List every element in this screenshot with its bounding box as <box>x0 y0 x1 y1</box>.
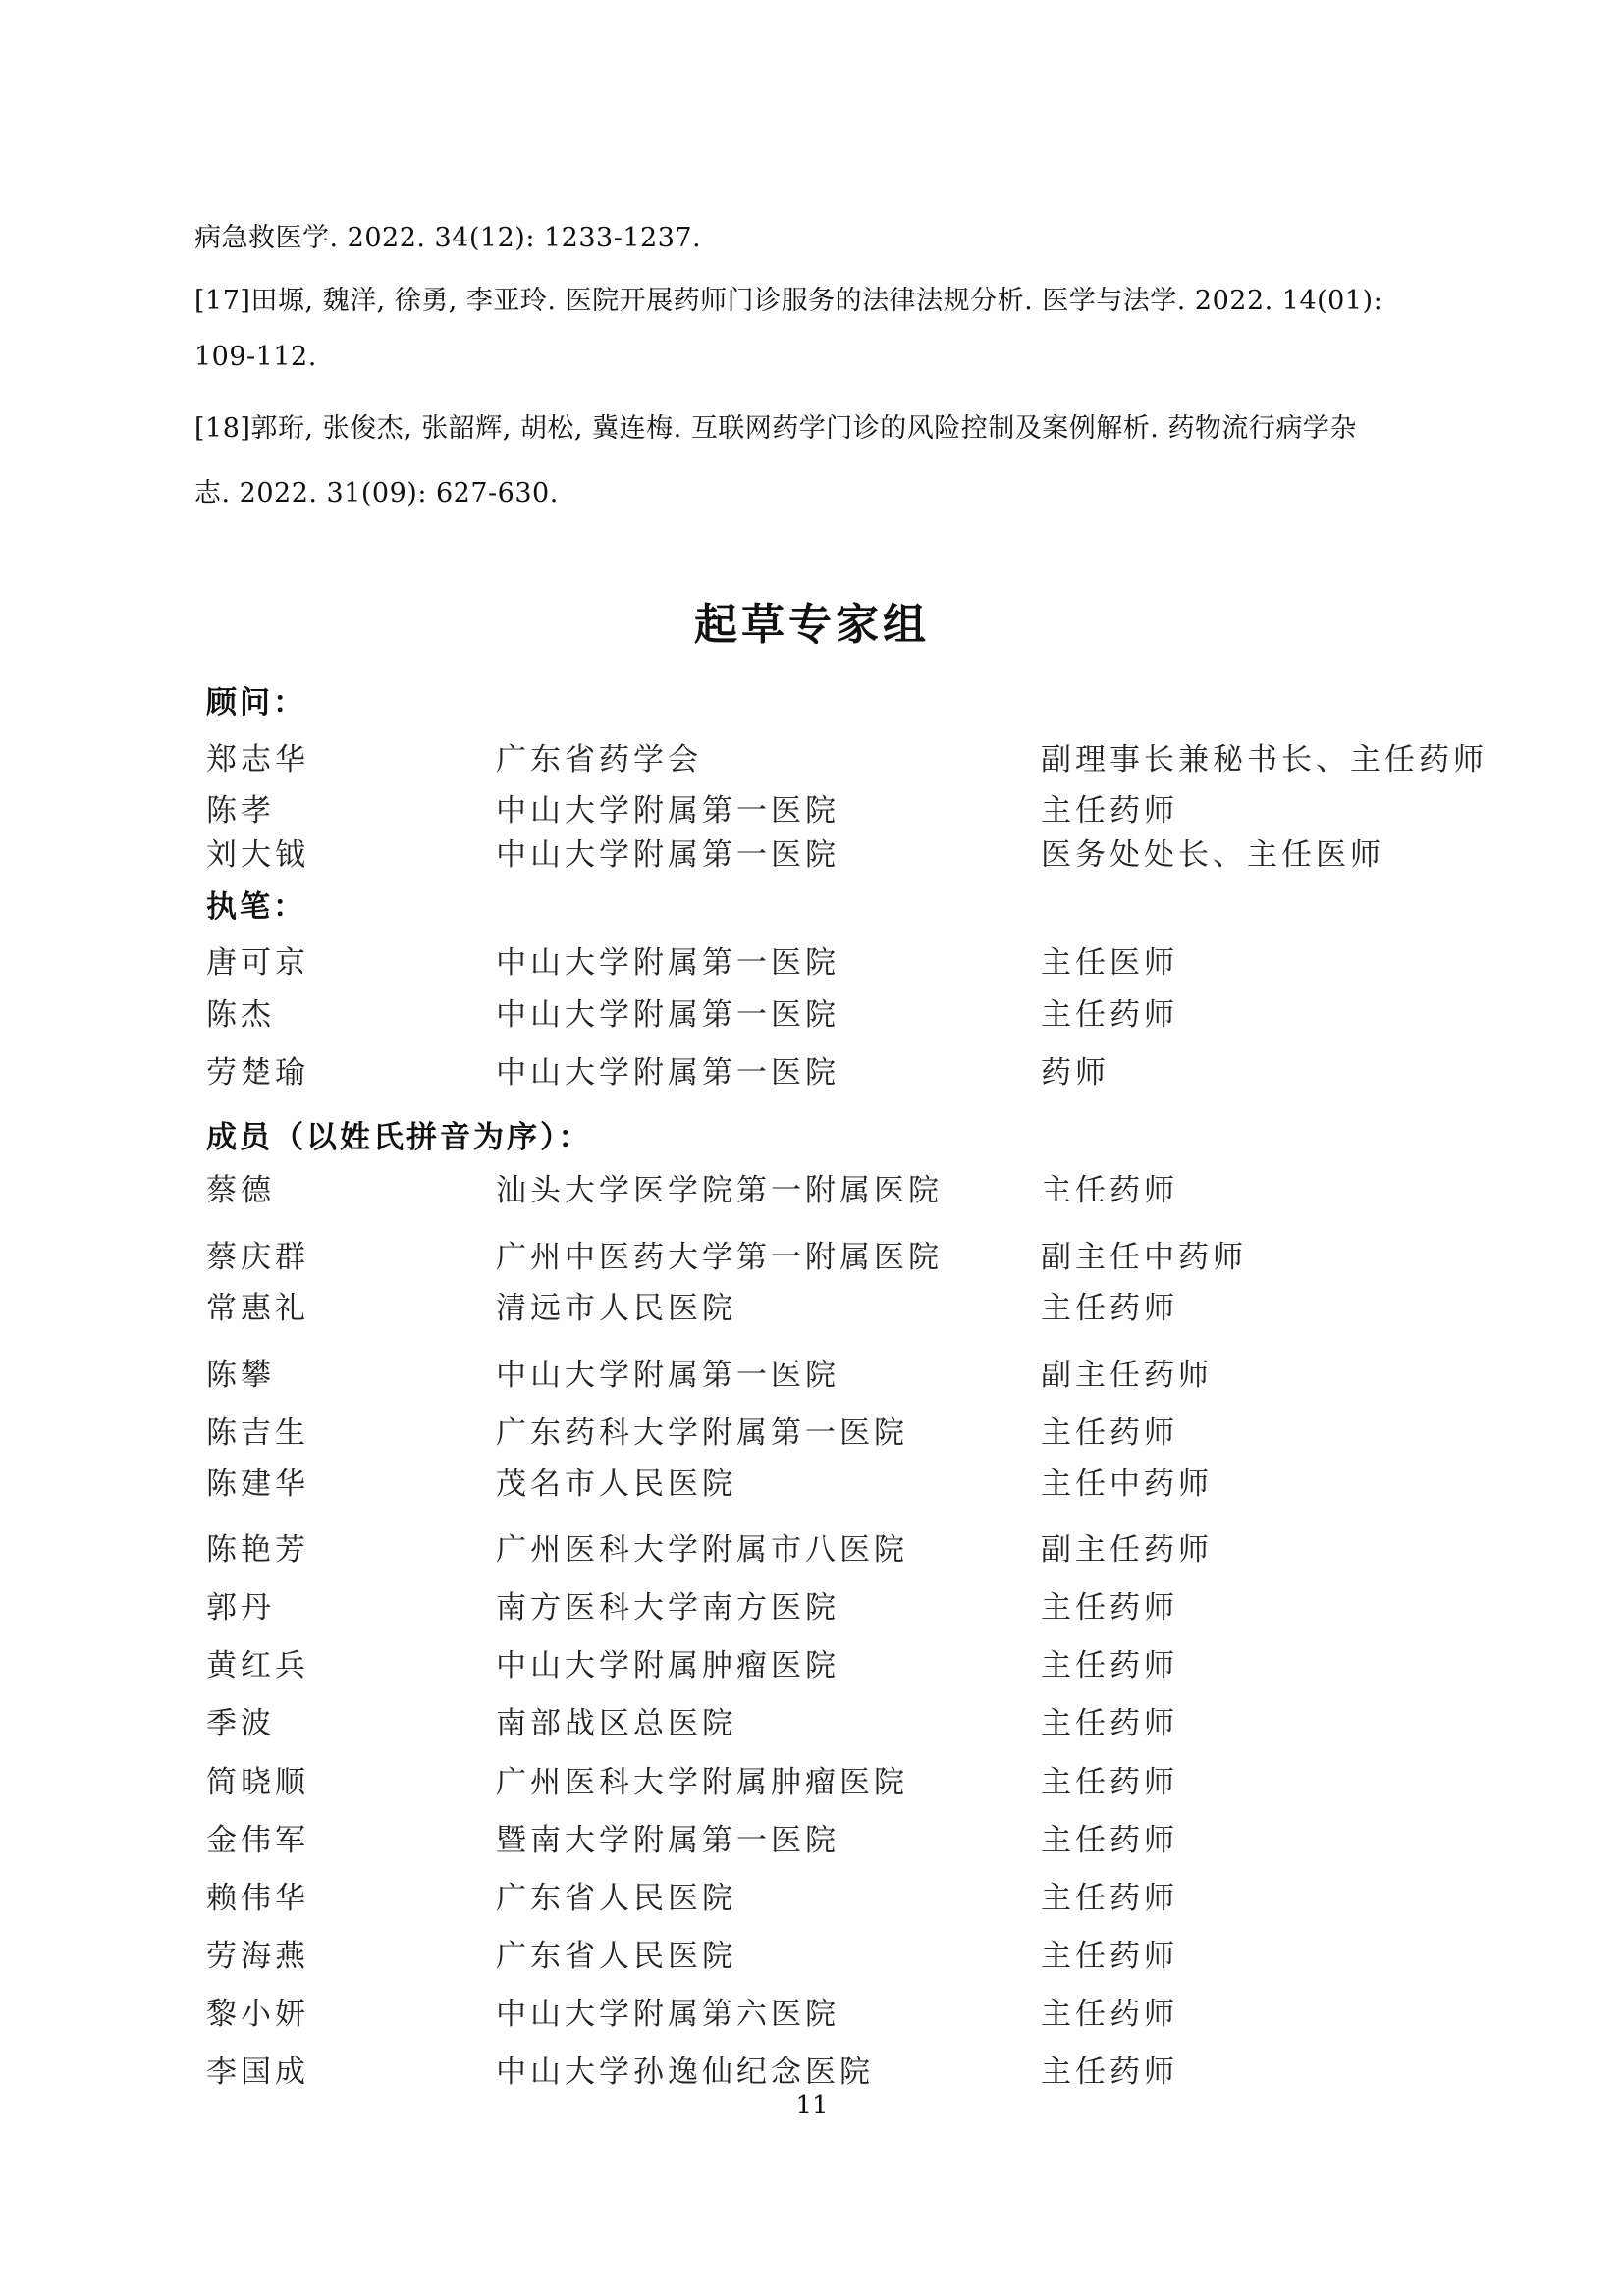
member-institution: 广东省人民医院 <box>496 1939 736 1974</box>
member-title: 主任药师 <box>1041 793 1178 828</box>
member-name: 李国成 <box>206 2055 309 2090</box>
member-row <box>0 734 1624 777</box>
member-name: 唐可京 <box>206 945 309 981</box>
member-institution: 广州医科大学附属肿瘤医院 <box>496 1765 908 1800</box>
member-name: 蔡庆群 <box>206 1240 309 1275</box>
member-row <box>0 1459 1624 1502</box>
member-title: 主任药师 <box>1041 1590 1178 1626</box>
member-institution: 广州中医药大学第一附属医院 <box>496 1240 943 1275</box>
member-title: 主任药师 <box>1041 1823 1178 1858</box>
member-name: 劳楚瑜 <box>206 1055 309 1091</box>
member-row <box>0 1989 1624 2032</box>
member-row <box>0 1757 1624 1800</box>
reference-line-5: 志. 2022. 31(09): 627-630. <box>194 478 559 508</box>
member-name: 黎小妍 <box>206 1997 309 2032</box>
member-institution: 中山大学附属第一医院 <box>496 837 839 873</box>
member-institution: 广东省药学会 <box>496 742 702 777</box>
member-title: 主任药师 <box>1041 997 1178 1033</box>
member-name: 蔡德 <box>206 1173 275 1208</box>
member-institution: 清远市人民医院 <box>496 1291 736 1326</box>
member-name: 刘大钺 <box>206 837 309 873</box>
member-title: 医务处处长、主任医师 <box>1041 837 1384 873</box>
member-title: 副主任中药师 <box>1041 1240 1247 1275</box>
member-row <box>0 1283 1624 1326</box>
member-row <box>0 1047 1624 1091</box>
member-title: 主任药师 <box>1041 1173 1178 1208</box>
member-institution: 南部战区总医院 <box>496 1706 736 1741</box>
member-title: 主任药师 <box>1041 1648 1178 1683</box>
member-row <box>0 1350 1624 1393</box>
member-title: 主任药师 <box>1041 1997 1178 2032</box>
member-institution: 广州医科大学附属市八医院 <box>496 1532 908 1568</box>
member-title: 主任药师 <box>1041 1881 1178 1916</box>
member-institution: 汕头大学医学院第一附属医院 <box>496 1173 943 1208</box>
member-institution: 暨南大学附属第一医院 <box>496 1823 839 1858</box>
member-institution: 广东药科大学附属第一医院 <box>496 1415 908 1451</box>
member-name: 金伟军 <box>206 1823 309 1858</box>
member-name: 郭丹 <box>206 1590 275 1626</box>
member-row <box>0 1582 1624 1626</box>
member-title: 主任药师 <box>1041 2055 1178 2090</box>
member-name: 陈攀 <box>206 1358 275 1393</box>
member-title: 主任中药师 <box>1041 1467 1213 1502</box>
member-title: 副主任药师 <box>1041 1358 1213 1393</box>
member-row <box>0 1165 1624 1208</box>
member-institution: 中山大学附属第一医院 <box>496 945 839 981</box>
member-institution: 南方医科大学南方医院 <box>496 1590 839 1626</box>
member-institution: 广东省人民医院 <box>496 1881 736 1916</box>
member-institution: 中山大学孙逸仙纪念医院 <box>496 2055 874 2090</box>
member-name: 陈建华 <box>206 1467 309 1502</box>
member-institution: 中山大学附属第一医院 <box>496 793 839 828</box>
member-name: 季波 <box>206 1706 275 1741</box>
member-row <box>0 937 1624 981</box>
member-name: 简晓顺 <box>206 1765 309 1800</box>
group-heading-advisors: 顾问： <box>206 685 306 721</box>
section-title: 起草专家组 <box>694 600 930 650</box>
member-institution: 中山大学附属第一医院 <box>496 1055 839 1091</box>
member-row <box>0 1873 1624 1916</box>
member-title: 主任药师 <box>1041 1939 1178 1974</box>
member-institution: 中山大学附属第六医院 <box>496 1997 839 2032</box>
member-title: 主任药师 <box>1041 1291 1178 1326</box>
member-name: 陈艳芳 <box>206 1532 309 1568</box>
member-title: 副理事长兼秘书长、主任药师 <box>1041 742 1488 777</box>
member-row <box>0 785 1624 828</box>
reference-line-2: [17]田塬, 魏洋, 徐勇, 李亚玲. 医院开展药师门诊服务的法律法规分析. 医学与法学. 2022. 14(01): <box>194 286 1383 316</box>
member-name: 郑志华 <box>206 742 309 777</box>
member-institution: 中山大学附属第一医院 <box>496 997 839 1033</box>
member-row <box>0 1524 1624 1568</box>
member-name: 劳海燕 <box>206 1939 309 1974</box>
member-row <box>0 829 1624 873</box>
member-row <box>0 1408 1624 1451</box>
member-name: 陈吉生 <box>206 1415 309 1451</box>
member-title: 主任医师 <box>1041 945 1178 981</box>
member-name: 陈孝 <box>206 793 275 828</box>
member-institution: 中山大学附属第一医院 <box>496 1358 839 1393</box>
member-title: 主任药师 <box>1041 1765 1178 1800</box>
group-heading-writers: 执笔： <box>206 889 306 925</box>
member-row <box>0 1815 1624 1858</box>
group-heading-members: 成员（以姓氏拼音为序）： <box>206 1120 592 1155</box>
member-title: 主任药师 <box>1041 1415 1178 1451</box>
member-row <box>0 1931 1624 1974</box>
member-row <box>0 1640 1624 1683</box>
member-row <box>0 1232 1624 1275</box>
member-title: 主任药师 <box>1041 1706 1178 1741</box>
member-name: 陈杰 <box>206 997 275 1033</box>
member-title: 副主任药师 <box>1041 1532 1213 1568</box>
page-number: 11 <box>795 2091 829 2120</box>
reference-line-1: 病急救医学. 2022. 34(12): 1233-1237. <box>194 223 702 253</box>
reference-line-4: [18]郭珩, 张俊杰, 张韶辉, 胡松, 冀连梅. 互联网药学门诊的风险控制及案例解析. 药物流行病学杂 <box>194 413 1357 444</box>
member-name: 常惠礼 <box>206 1291 309 1326</box>
reference-line-3: 109-112. <box>194 342 317 372</box>
member-name: 黄红兵 <box>206 1648 309 1683</box>
member-institution: 茂名市人民医院 <box>496 1467 736 1502</box>
member-name: 赖伟华 <box>206 1881 309 1916</box>
member-institution: 中山大学附属肿瘤医院 <box>496 1648 839 1683</box>
member-row <box>0 2047 1624 2090</box>
member-row <box>0 1698 1624 1741</box>
member-title: 药师 <box>1041 1055 1110 1091</box>
member-row <box>0 989 1624 1033</box>
